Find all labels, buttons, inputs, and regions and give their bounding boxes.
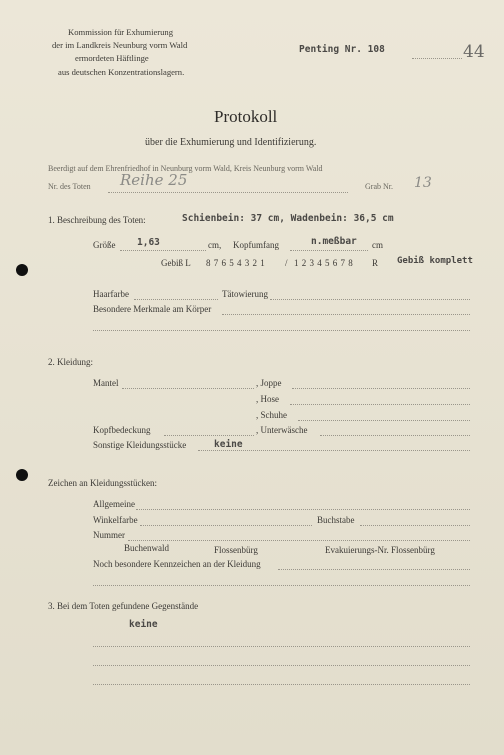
evacuation-number-label: Evakuierungs-Nr. Flossenbürg	[325, 545, 435, 555]
letter-line	[360, 525, 470, 526]
general-line	[136, 509, 470, 510]
general-label: Allgemeine	[93, 499, 135, 509]
size-label: Größe	[93, 240, 116, 250]
jacket-line	[292, 388, 470, 389]
commission-line-3: ermordeten Häftlinge	[75, 53, 149, 63]
other-clothing-label: Sonstige Kleidungsstücke	[93, 440, 187, 450]
commission-line-4: aus deutschen Konzentrationslagern.	[58, 67, 185, 77]
tattoo-line	[270, 299, 470, 300]
teeth-value: Gebiß komplett	[397, 256, 473, 266]
section3-value: keine	[129, 619, 158, 630]
special-marks-line-2	[93, 585, 470, 586]
coat-label: Mantel	[93, 378, 119, 388]
teeth-left: 8 7 6 5 4 3 2 1	[206, 258, 266, 268]
dead-number-label: Nr. des Toten	[48, 182, 91, 191]
section2-heading: 2. Kleidung:	[48, 357, 93, 367]
head-circumference-label: Kopfumfang	[233, 240, 279, 250]
pants-label: , Hose	[256, 394, 279, 404]
section3-heading: 3. Bei dem Toten gefundene Gegenstände	[48, 601, 199, 611]
section1-typed: Schienbein: 37 cm, Wadenbein: 36,5 cm	[182, 213, 394, 224]
shoes-line	[298, 420, 470, 421]
marks-heading: Zeichen an Kleidungsstücken:	[48, 478, 157, 488]
head-line	[290, 250, 368, 251]
special-marks-label: Noch besondere Kennzeichen an der Kleidung	[93, 559, 261, 569]
number-label: Nummer	[93, 530, 125, 540]
teeth-label: Gebiß L	[161, 258, 191, 268]
marks-label: Besondere Merkmale am Körper	[93, 304, 212, 314]
underwear-label: , Unterwäsche	[256, 425, 308, 435]
hair-line	[134, 299, 218, 300]
headwear-line	[164, 435, 254, 436]
dead-number-value: Reihe 25	[120, 171, 188, 189]
hair-label: Haarfarbe	[93, 289, 129, 299]
grave-number-value: 13	[414, 175, 432, 191]
angle-color-line	[140, 525, 312, 526]
page-title: Protokoll	[214, 107, 278, 126]
head-circumference-value: n.meßbar	[311, 236, 357, 247]
teeth-right: 1 2 3 4 5 6 7 8	[294, 258, 354, 268]
marks-line	[222, 314, 470, 315]
marks-line-2	[93, 330, 470, 331]
coat-line	[122, 388, 254, 389]
tattoo-label: Tätowierung	[222, 289, 268, 299]
items-line-1	[93, 646, 470, 647]
size-unit: cm,	[208, 240, 222, 250]
shoes-label: , Schuhe	[256, 410, 287, 420]
jacket-label: , Joppe	[256, 378, 282, 388]
penting-number: Penting Nr. 108	[299, 44, 385, 55]
penting-line	[412, 58, 462, 59]
buried-line: Beerdigt auf dem Ehrenfriedhof in Neunburg vorm Wald, Kreis Neunburg vorm Wald	[48, 164, 323, 173]
dead-number-line	[108, 192, 348, 193]
commission-line-1: Kommission für Exhumierung	[68, 27, 174, 37]
grave-number-label: Grab Nr.	[365, 182, 393, 191]
page-number: 44	[463, 42, 485, 62]
other-clothing-line	[198, 450, 470, 451]
size-value: 1,63	[137, 237, 160, 248]
pants-line	[290, 404, 470, 405]
items-line-2	[93, 665, 470, 666]
headwear-label: Kopfbedeckung	[93, 425, 151, 435]
teeth-r: R	[372, 258, 379, 268]
number-line	[128, 540, 470, 541]
buchenwald-label: Buchenwald	[124, 543, 169, 553]
teeth-separator: /	[285, 258, 288, 268]
commission-line-2: der im Landkreis Neunburg vorm Wald	[52, 40, 188, 50]
angle-color-label: Winkelfarbe	[93, 515, 138, 525]
underwear-line	[320, 435, 470, 436]
size-line	[120, 250, 206, 251]
other-clothing-value: keine	[214, 439, 243, 450]
head-unit: cm	[372, 240, 383, 250]
letter-label: Buchstabe	[317, 515, 355, 525]
punch-hole-top	[16, 264, 28, 276]
page-subtitle: über die Exhumierung und Identifizierung.	[145, 137, 317, 148]
section1-heading: 1. Beschreibung des Toten:	[48, 215, 146, 225]
items-line-3	[93, 684, 470, 685]
special-marks-line	[278, 569, 470, 570]
flossenbuerg-label: Flossenbürg	[214, 545, 258, 555]
punch-hole-bottom	[16, 469, 28, 481]
